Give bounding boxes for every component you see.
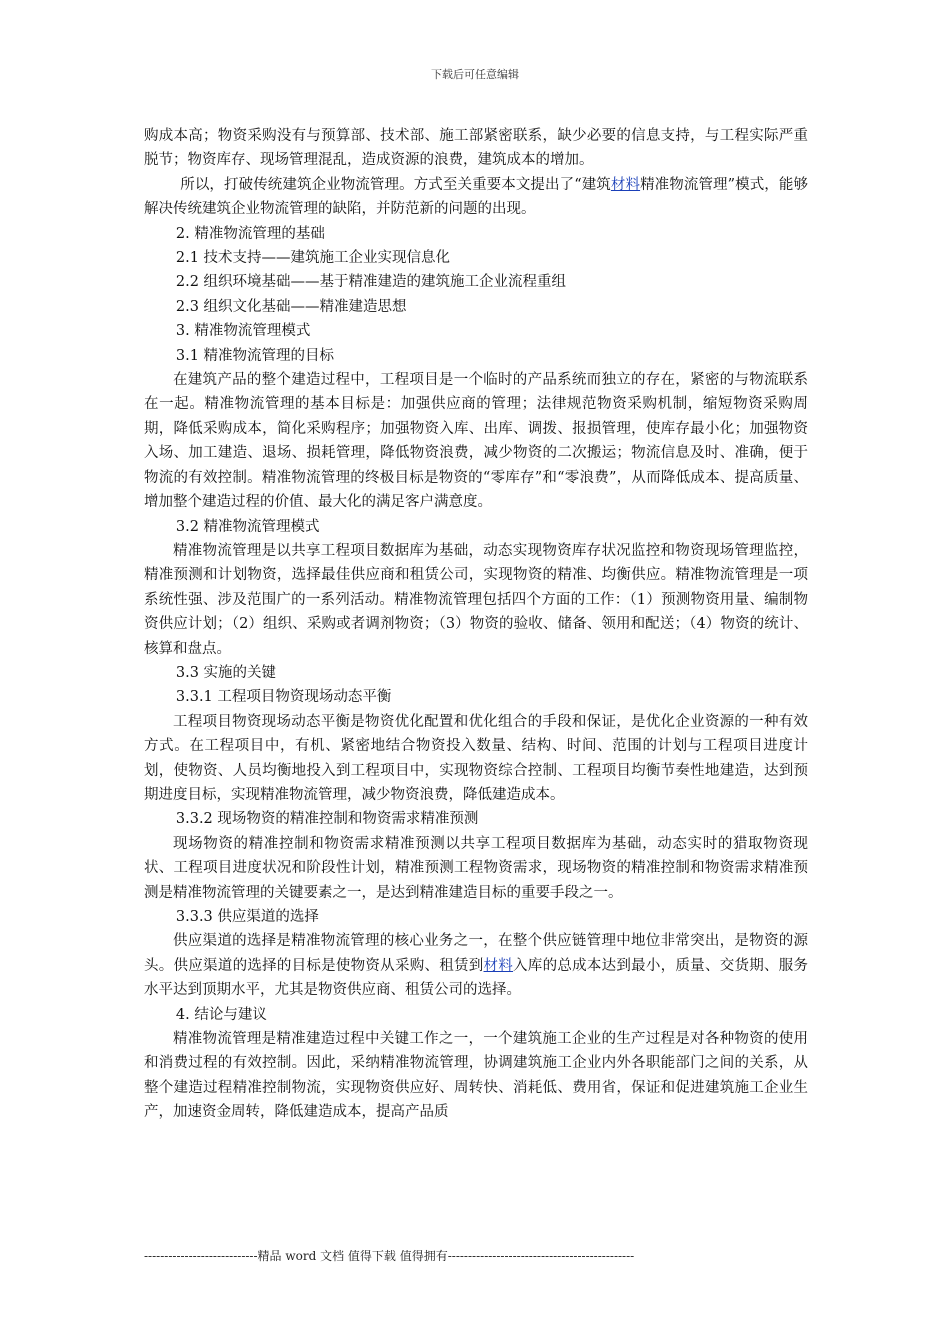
section-heading-2-3: 2.3 组织文化基础——精准建造思想 xyxy=(175,298,407,315)
document-body xyxy=(144,124,808,1125)
section-heading-3-3-2: 3.3.2 现场物资的精准控制和物资需求精准预测 xyxy=(175,811,479,828)
section-heading-2-1: 2.1 技术支持——建筑施工企业实现信息化 xyxy=(175,250,451,267)
section-heading-3-3-3: 3.3.3 供应渠道的选择 xyxy=(175,909,319,925)
paragraph-continued: 购成本高；物资采购没有与预算部、技术部、施工部紧密联系，缺少必要的信息支持，与工程实际严重脱节；物资库存、现场管理混乱，造成资源的浪费，建筑成本的增加。 xyxy=(144,128,808,169)
paragraph-3-3-2: 现场物资的精准控制和物资需求精准预测以共享工程项目数据库为基础，动态实时的猎取物资现状、工程项目进度状况和阶段性计划，精准预测工程物资需求，现场物资的精准控制和物资需求精准预测是精准物流管理的关键要素之一，是达到精准建造目标的重要手段之一。 xyxy=(144,835,808,901)
text-run: 精准物流管理”模式，能够解决传统建筑企业物流管理的缺陷，并防范新的问题的出现。 xyxy=(144,176,808,218)
page-footer: ----------------------------精品 word 文档 值得下载 值得拥有---------------------------------------------- xyxy=(144,1249,635,1263)
text-run: 所以，打破传统建筑企业物流管理。方式至关重要本文提出了“建筑 xyxy=(180,176,611,193)
section-heading-3-2: 3.2 精准物流管理模式 xyxy=(175,518,320,535)
section-heading-2: 2. 精准物流管理的基础 xyxy=(175,225,325,242)
section-heading-3-1: 3.1 精准物流管理的目标 xyxy=(175,347,335,364)
paragraph-3-3-1: 工程项目物资现场动态平衡是物资优化配置和优化组合的手段和保证，是优化企业资源的一种有效方式。在工程项目中，有机、紧密地结合物资投入数量、结构、时间、范围的计划与工程项目进度计划，使物资、人员均衡地投入到工程项目中，实现物资综合控制、工程项目均衡节奏性地建造，达到预期进度目标，实现精准物流管理，减少物资浪费，降低建造成本。 xyxy=(144,713,808,803)
paragraph-3-1: 在建筑产品的整个建造过程中，工程项目是一个临时的产品系统而独立的存在，紧密的与物流联系在一起。精准物流管理的基本目标是：加强供应商的管理；法律规范物资采购机制，缩短物资采购周期，降低采购成本，简化采购程序；加强物资入库、出库、调拨、报损管理，使库存最小化；加强物资入场、加工建造、退场、损耗管理，降低物资浪费，减少物资的二次搬运；物流信息及时、准确，便于物流的有效控制。精准物流管理的终极目标是物资的“零库存”和“零浪费”，从而降低成本、提高质量、增加整个建造过程的价值、最大化的满足客户满意度。 xyxy=(144,372,808,511)
page-header: 下载后可任意编辑 xyxy=(431,68,519,81)
paragraph-3-2: 精准物流管理是以共享工程项目数据库为基础，动态实现物资库存状况监控和物资现场管理监控，精准预测和计划物资，选择最佳供应商和租赁公司，实现物资的精准、均衡供应。精准物流管理是一项系统性强、涉及范围广的一系列活动。精准物流管理包括四个方面的工作：（1）预测物资用量、编制物资供应计划；（2）组织、采购或者调剂物资；（3）物资的验收、储备、领用和配送；（4）物资的统计、核算和盘点。 xyxy=(144,542,808,657)
paragraph-4: 精准物流管理是精准建造过程中关键工作之一，一个建筑施工企业的生产过程是对各种物资的使用和消费过程的有效控制。因此，采纳精准物流管理，协调建筑施工企业内外各职能部门之间的关系，从整个建造过程精准控制物流，实现物资供应好、周转快、消耗低、费用省，保证和促进建筑施工企业生产，加速资金周转，降低建造成本，提高产品质 xyxy=(144,1031,808,1121)
paragraph-3-3-3 xyxy=(144,929,808,1002)
link-materials-2[interactable]: 材料 xyxy=(483,957,514,974)
link-materials[interactable]: 材料 xyxy=(610,176,641,193)
section-heading-4: 4. 结论与建议 xyxy=(175,1006,267,1023)
text-run: 供应渠道的选择是精准物流管理的核心业务之一，在整个供应链管理中地位非常突出，是物资的源头。供应渠道的选择的目标是使物资从采购、租赁到 xyxy=(144,933,808,974)
section-heading-3-3: 3.3 实施的关键 xyxy=(175,664,277,681)
text-run: 入库的总成本达到最小，质量、交货期、服务水平达到顶期水平，尤其是物资供应商、租赁公司的选择。 xyxy=(144,957,809,999)
section-heading-3: 3. 精准物流管理模式 xyxy=(175,323,311,340)
paragraph-intro xyxy=(144,173,808,222)
section-heading-3-3-1: 3.3.1 工程项目物资现场动态平衡 xyxy=(175,689,392,706)
section-heading-2-2: 2.2 组织环境基础——基于精准建造的建筑施工企业流程重组 xyxy=(175,274,567,291)
